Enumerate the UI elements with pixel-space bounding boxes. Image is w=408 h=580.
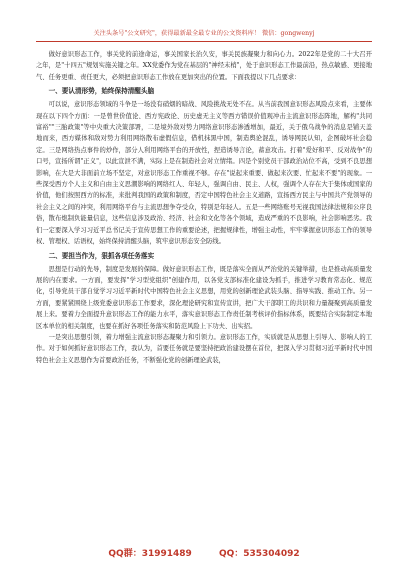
header-divider [36, 41, 372, 42]
qq-contact-text: QQ：535304092 [218, 549, 300, 559]
section-2-paragraph-2: 一是突出思想引领，着力增强主流意识形态凝聚力和引领力。意识形态工作，实质就是从思想上引导人、影响人的工作。对于如何抓好意识形态工作，我认为，首要任务就是要坚持把政治建设摆在首位，把深入学习贯彻习近平新时代中国特色社会主义思想作为首要政治任务，不断强化党的创新理论武装， [36, 333, 372, 364]
section-heading-2: 二、要担当作为，狠抓各项任务落实 [48, 251, 155, 260]
intro-paragraph: 做好意识形态工作，事关党的前途命运，事关国家长治久安，事关民族凝聚力和向心力。2022年是党的二十大召开之年，是"十四五"规划实施关键之年。XX党委作为党在基层的"神经末梢"，处于意识形态工作最前沿，热点敏感、更接地气、任务更重、责任更大，必须把意识形态工作放在更加突出的位置。下面我提以下几点要求： [36, 51, 372, 81]
section-1-paragraph: 可以说，意识形态领域的斗争是一场没有硝烟的暗战、风险挑战无处不在。从当前我国意识形态风险点来看，主要体现在以下四个方面：一是曾世价值论、西方宪政论、历史虚无主义等西方错误价值观冲击主流意识形态阵地，解构"共同富裕""三胎政策"等中央重大决策部署，二是境外敌对势力网络意识形态渗透增加，最近，关于俄乌战争的消息是铺天盖地而来，西方媒体和敌对势力利用网络散布虚假信息，借机抹黑中国，制造舆论混乱，诱导网民认知，企图破坏社会稳定。三是网络热点事件的炒作，部分人利用网络平台的开放性，捏造诱导言论，蓄意攻击。打着"爱好和平、反对战争"的口号，宣扬所谓"正义"，以此宣泄不满，实际上是在制造社会对立情绪。四是个别党员干部政治站位不高，受到不良思想影响，在大是大非面前立场不坚定，对意识形态工作重视不够。存在"说起来重要、做起来次要、忙起来不要"的现象。一些深受西方个人主义和自由主义思潮影响的网络红人、年轻人，强调自由、民主、人权，强调个人存在大于集体或国家的价值，他们按照西方的标准，来批判我国的政策和制度，否定中国特色社会主义道路，宣扬西方民主与中国共产党领导的社会主义之间的冲突，利用网络平台与主流思想争夺受众，特别是年轻人。五是一些网络账号无视我国法律法规和公序良俗，散布炮制负能量信息，这些信息涉及政治、经济、社会和文化等各个领域，造成严重的不良影响，社会影响恶劣。我们一定要深入学习习近平总书记关于宣传思想工作的重要论述，把握规律性，增强主动性，牢牢掌握意识形态工作的领导权、管理权、话语权，始终保持清醒头脑，筑牢意识形态安全防线。 [36, 101, 372, 246]
section-2-paragraph: 思想是行动的先导，制度是发展的保障。做好意识形态工作，既是落实全面从严治党的关键举措，也是推动高质量发展的内在要求。一方面，要发挥"学习型党组织"创建作用，以各党支部标准化建设为抓手，推进学习教育常态化、规范化，引导党员干部自觉学习习近平新时代中国特色社会主义思想，用党的创新理论武装头脑、指导实践、推动工作。另一方面，要紧紧围绕上级党委意识形态工作要求，深化理论研究和宣传宣讲，把广大干部职工的共识和力量凝聚到高质量发展上来。要着力全面提升意识形态工作的能力水平，落实意识形态工作责任制考核评价指标体系，既要结合实际制定本地区本单位的相关制度，也要在抓好各项任务落实和防范风险上下功夫、出实招。 [36, 265, 372, 330]
page-header: 关注头条号"公文研究"，获得最新最全最专业的公文资料库！ 微信：gongwenyj [93, 30, 315, 37]
page-footer [0, 548, 408, 560]
qq-group-text: QQ群：31991489 [108, 549, 192, 559]
document-body [36, 49, 372, 534]
section-heading-1: 一、要认清形势，始终保持清醒头脑 [48, 87, 155, 96]
